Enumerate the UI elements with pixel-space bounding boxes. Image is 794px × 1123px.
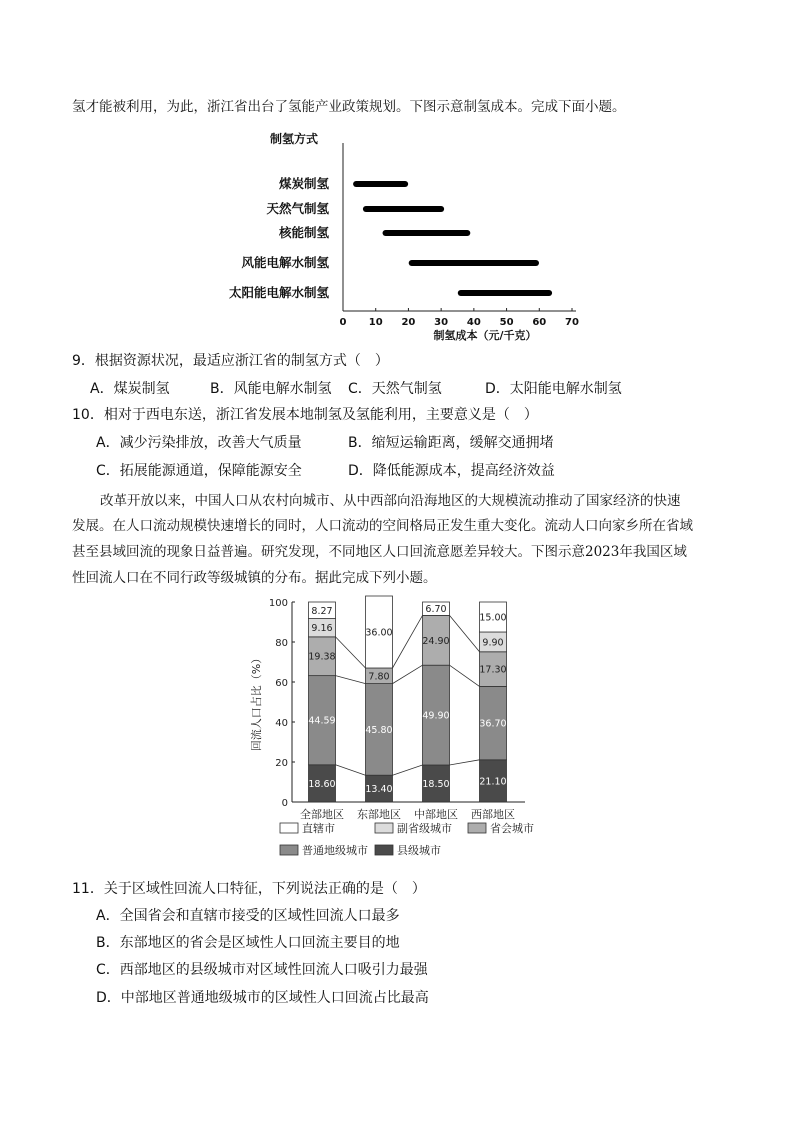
x-tick-label: 50 (499, 317, 514, 328)
data-label: 18.60 (308, 778, 336, 790)
y-tick-label: 0 (281, 798, 288, 809)
q9-option-b[interactable]: B．风能电解水制氢 (210, 381, 332, 397)
legend-label: 副省级城市 (397, 822, 452, 835)
q9-option-d[interactable]: D．太阳能电解水制氢 (485, 381, 622, 397)
y-tick-label: 20 (275, 758, 288, 769)
y-tick-label: 40 (275, 718, 288, 729)
intro2-line-1: 改革开放以来，中国人口从农村向城市、从中西部向沿海地区的大规模流动推动了国家经济的快速 (100, 493, 681, 509)
data-label: 6.70 (425, 604, 447, 616)
x-tick-label: 30 (434, 317, 449, 328)
x-tick-label: 40 (466, 317, 481, 328)
data-label: 44.59 (308, 715, 336, 727)
q10-option-c[interactable]: C．拓展能源通道，保障能源安全 (96, 463, 302, 479)
y-tick-label: 60 (275, 678, 288, 689)
data-label: 17.30 (479, 664, 507, 676)
question-9: 9．根据资源状况，最适应浙江省的制氢方式（ ） (72, 353, 389, 369)
x-tick-label: 60 (532, 317, 547, 328)
data-label: 9.16 (311, 623, 333, 635)
x-tick-label: 70 (565, 317, 579, 328)
q11-option-b[interactable]: B．东部地区的省会是区域性人口回流主要目的地 (96, 935, 400, 951)
hydrogen-cost-chart (215, 125, 585, 345)
q11-option-d[interactable]: D．中部地区普通地级城市的区域性人口回流占比最高 (96, 990, 429, 1006)
y-tick-label: 80 (275, 638, 288, 649)
intro-text-hydrogen: 氢才能被利用，为此，浙江省出台了氢能产业政策规划。下图示意制氢成本。完成下面小题。 (72, 99, 626, 115)
data-label: 8.27 (311, 605, 333, 617)
legend-swatch (375, 823, 393, 833)
legend-label: 普通地级城市 (302, 844, 368, 857)
y-axis-title: 回流人口占比（%） (250, 652, 263, 752)
return-population-chart (240, 592, 550, 872)
legend-label: 省会城市 (490, 822, 534, 835)
legend-swatch (375, 845, 393, 855)
legend-label: 直辖市 (302, 822, 335, 835)
legend-swatch (280, 823, 298, 833)
q11-option-c[interactable]: C．西部地区的县级城市对区域性回流人口吸引力最强 (96, 962, 428, 978)
data-label: 49.90 (422, 710, 450, 722)
q10-option-a[interactable]: A．减少污染排放，改善大气质量 (96, 435, 302, 451)
data-label: 9.90 (482, 637, 504, 649)
q9-option-a[interactable]: A．煤炭制氢 (90, 381, 170, 397)
data-label: 36.70 (479, 718, 507, 730)
intro2-line-2: 发展。在人口流动规模快速增长的同时，人口流动的空间格局正发生重大变化。流动人口向家乡所在省域 (72, 518, 693, 534)
y-tick-label: 100 (268, 598, 288, 609)
x-tick-label: 10 (368, 317, 383, 328)
data-label: 36.00 (365, 627, 393, 639)
category-label: 全部地区 (300, 808, 344, 821)
category-label: 中部地区 (414, 808, 458, 821)
x-tick-label: 20 (401, 317, 416, 328)
data-label: 15.00 (479, 612, 507, 624)
data-label: 21.10 (479, 776, 507, 788)
q10-option-b[interactable]: B．缩短运输距离，缓解交通拥堵 (348, 435, 554, 451)
data-label: 13.40 (365, 784, 393, 796)
question-10: 10．相对于西电东送，浙江省发展本地制氢及氢能利用，主要意义是（ ） (72, 407, 538, 423)
category-label: 核能制氢 (278, 225, 329, 240)
category-label: 太阳能电解水制氢 (228, 285, 329, 300)
y-axis-title: 制氢方式 (270, 132, 319, 146)
data-label: 19.38 (308, 651, 336, 663)
q9-option-c[interactable]: C．天然气制氢 (348, 381, 442, 397)
intro2-line-4: 性回流人口在不同行政等级城镇的分布。据此完成下列小题。 (72, 570, 437, 586)
category-label: 东部地区 (357, 808, 401, 821)
data-label: 45.80 (365, 724, 393, 736)
legend-swatch (280, 845, 298, 855)
category-label: 西部地区 (471, 808, 515, 821)
data-label: 7.80 (368, 671, 390, 683)
data-label: 18.50 (422, 779, 450, 790)
q11-option-a[interactable]: A．全国省会和直辖市接受的区域性回流人口最多 (96, 908, 400, 924)
legend-label: 县级城市 (397, 844, 441, 857)
x-axis-title: 制氢成本（元/千克） (433, 329, 537, 342)
question-11: 11．关于区域性回流人口特征，下列说法正确的是（ ） (72, 881, 426, 897)
data-label: 24.90 (422, 635, 450, 647)
category-label: 风能电解水制氢 (241, 255, 329, 270)
category-label: 天然气制氢 (266, 201, 329, 216)
q10-option-d[interactable]: D．降低能源成本，提高经济效益 (348, 463, 555, 479)
category-label: 煤炭制氢 (278, 176, 329, 191)
legend-swatch (468, 823, 486, 833)
x-tick-label: 0 (339, 317, 347, 328)
intro2-line-3: 甚至县域回流的现象日益普遍。研究发现，不同地区人口回流意愿差异较大。下图示意2023年我国区域 (72, 544, 687, 560)
